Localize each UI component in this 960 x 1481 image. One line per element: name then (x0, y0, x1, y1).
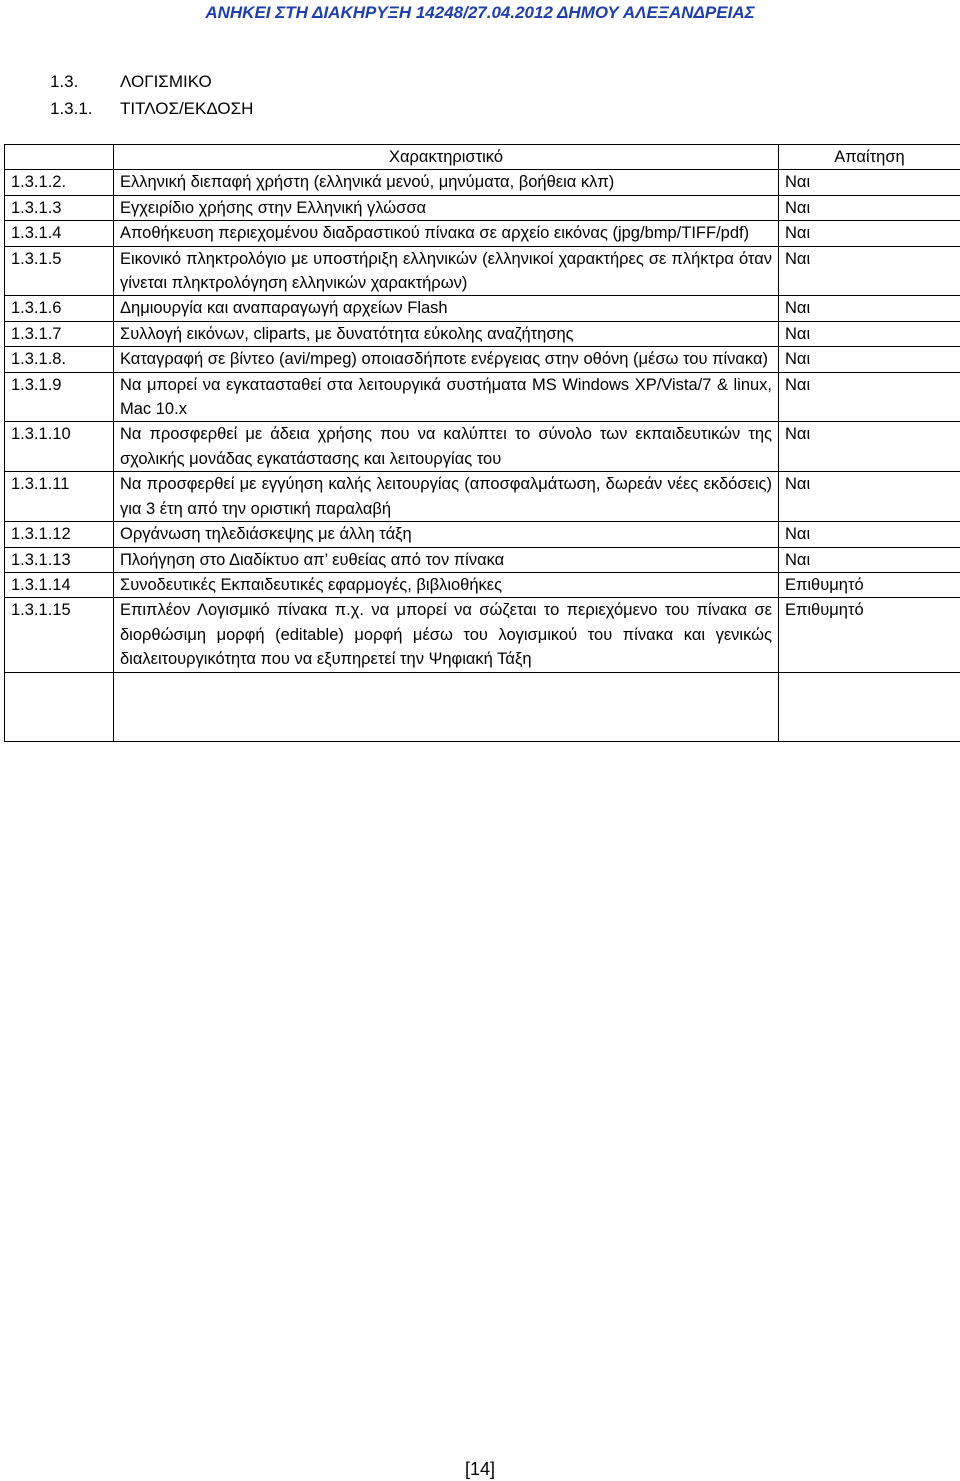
row-requirement: Ναι (779, 472, 960, 522)
row-description: Συνοδευτικές Εκπαιδευτικές εφαρμογές, βιβλιοθήκες (114, 572, 779, 597)
header-cell-requirement: Απαίτηση (779, 145, 960, 170)
row-requirement: Ναι (779, 422, 960, 472)
row-description: Οργάνωση τηλεδιάσκεψης με άλλη τάξη (114, 522, 779, 547)
row-description: Επιπλέον Λογισμικό πίνακα π.χ. να μπορεί να σώζεται το περιεχόμενο του πίνακα σε διορθώσιμη μορφή (editable) μορφή μέσω του λογισμικού του πίνακα και γενικώς διαλειτουργικότητα που να εξυπηρετεί την Ψηφιακή Τάξη (114, 598, 779, 672)
row-description: Αποθήκευση περιεχομένου διαδραστικού πίνακα σε αρχείο εικόνας (jpg/bmp/TIFF/pdf) (114, 221, 779, 246)
row-requirement: Ναι (779, 372, 960, 422)
table-row (5, 347, 960, 372)
table-row (5, 246, 960, 296)
row-description: Εγχειρίδιο χρήσης στην Ελληνική γλώσσα (114, 195, 779, 220)
table-row (5, 598, 960, 672)
row-number: 1.3.1.13 (5, 547, 114, 572)
row-number: 1.3.1.6 (5, 296, 114, 321)
table-row (5, 572, 960, 597)
table-row-empty (5, 672, 960, 741)
row-number: 1.3.1.7 (5, 321, 114, 346)
empty-cell (114, 672, 779, 741)
row-description: Ελληνική διεπαφή χρήστη (ελληνικά μενού, μηνύματα, βοήθεια κλπ) (114, 170, 779, 195)
row-requirement: Ναι (779, 296, 960, 321)
subsection-heading-title-version (50, 98, 253, 120)
row-requirement: Ναι (779, 347, 960, 372)
table-row (5, 170, 960, 195)
row-requirement: Ναι (779, 221, 960, 246)
row-requirement: Ναι (779, 170, 960, 195)
header-cell-empty (5, 145, 114, 170)
table-row (5, 296, 960, 321)
row-requirement: Ναι (779, 522, 960, 547)
row-number: 1.3.1.15 (5, 598, 114, 672)
row-requirement: Ναι (779, 321, 960, 346)
row-description: Να προσφερθεί με άδεια χρήσης που να καλύπτει το σύνολο των εκπαιδευτικών της σχολικής μονάδας εγκατάστασης και λειτουργίας του (114, 422, 779, 472)
section-heading-software (50, 71, 212, 93)
document-header: ΑΝΗΚΕΙ ΣΤΗ ΔΙΑΚΗΡΥΞΗ 14248/27.04.2012 ΔΗΜΟΥ ΑΛΕΞΑΝΔΡΕΙΑΣ (205, 3, 755, 22)
row-description: Να προσφερθεί με εγγύηση καλής λειτουργίας (αποσφαλμάτωση, δωρεάν νέες εκδόσεις) για 3 έτη από την οριστική παραλαβή (114, 472, 779, 522)
row-number: 1.3.1.2. (5, 170, 114, 195)
row-number: 1.3.1.12 (5, 522, 114, 547)
subsection-number: 1.3.1. (50, 99, 93, 118)
table-row (5, 321, 960, 346)
row-description: Συλλογή εικόνων, cliparts, με δυνατότητα εύκολης αναζήτησης (114, 321, 779, 346)
row-number: 1.3.1.3 (5, 195, 114, 220)
section-title: ΛΟΓΙΣΜΙΚΟ (120, 72, 212, 91)
row-description: Πλοήγηση στο Διαδίκτυο απ’ ευθείας από τον πίνακα (114, 547, 779, 572)
header-cell-feature: Χαρακτηριστικό (114, 145, 779, 170)
table-header-row (5, 145, 960, 170)
table-row (5, 472, 960, 522)
row-number: 1.3.1.9 (5, 372, 114, 422)
row-requirement: Επιθυμητό (779, 572, 960, 597)
row-requirement: Επιθυμητό (779, 598, 960, 672)
row-number: 1.3.1.10 (5, 422, 114, 472)
table-row (5, 195, 960, 220)
table-row (5, 547, 960, 572)
empty-cell (5, 672, 114, 741)
row-number: 1.3.1.4 (5, 221, 114, 246)
requirements-table (4, 144, 960, 742)
row-requirement: Ναι (779, 246, 960, 296)
table-row (5, 522, 960, 547)
row-number: 1.3.1.8. (5, 347, 114, 372)
table-row (5, 372, 960, 422)
empty-cell (779, 672, 960, 741)
row-description: Εικονικό πληκτρολόγιο με υποστήριξη ελληνικών (ελληνικοί χαρακτήρες σε πλήκτρα όταν γίνεται πληκτρολόγηση ελληνικών χαρακτήρων) (114, 246, 779, 296)
row-requirement: Ναι (779, 195, 960, 220)
table-row (5, 221, 960, 246)
row-description: Δημιουργία και αναπαραγωγή αρχείων Flash (114, 296, 779, 321)
section-number: 1.3. (50, 72, 79, 91)
row-description: Να μπορεί να εγκατασταθεί στα λειτουργικά συστήματα MS Windows XP/Vista/7 & linux, Mac 10.x (114, 372, 779, 422)
row-number: 1.3.1.5 (5, 246, 114, 296)
page-number: [14] (464, 1459, 496, 1479)
row-number: 1.3.1.14 (5, 572, 114, 597)
subsection-title: ΤΙΤΛΟΣ/ΕΚΔΟΣΗ (120, 99, 254, 118)
table-row (5, 422, 960, 472)
row-number: 1.3.1.11 (5, 472, 114, 522)
row-description: Καταγραφή σε βίντεο (avi/mpeg) οποιασδήποτε ενέργειας στην οθόνη (μέσω του πίνακα) (114, 347, 779, 372)
row-requirement: Ναι (779, 547, 960, 572)
